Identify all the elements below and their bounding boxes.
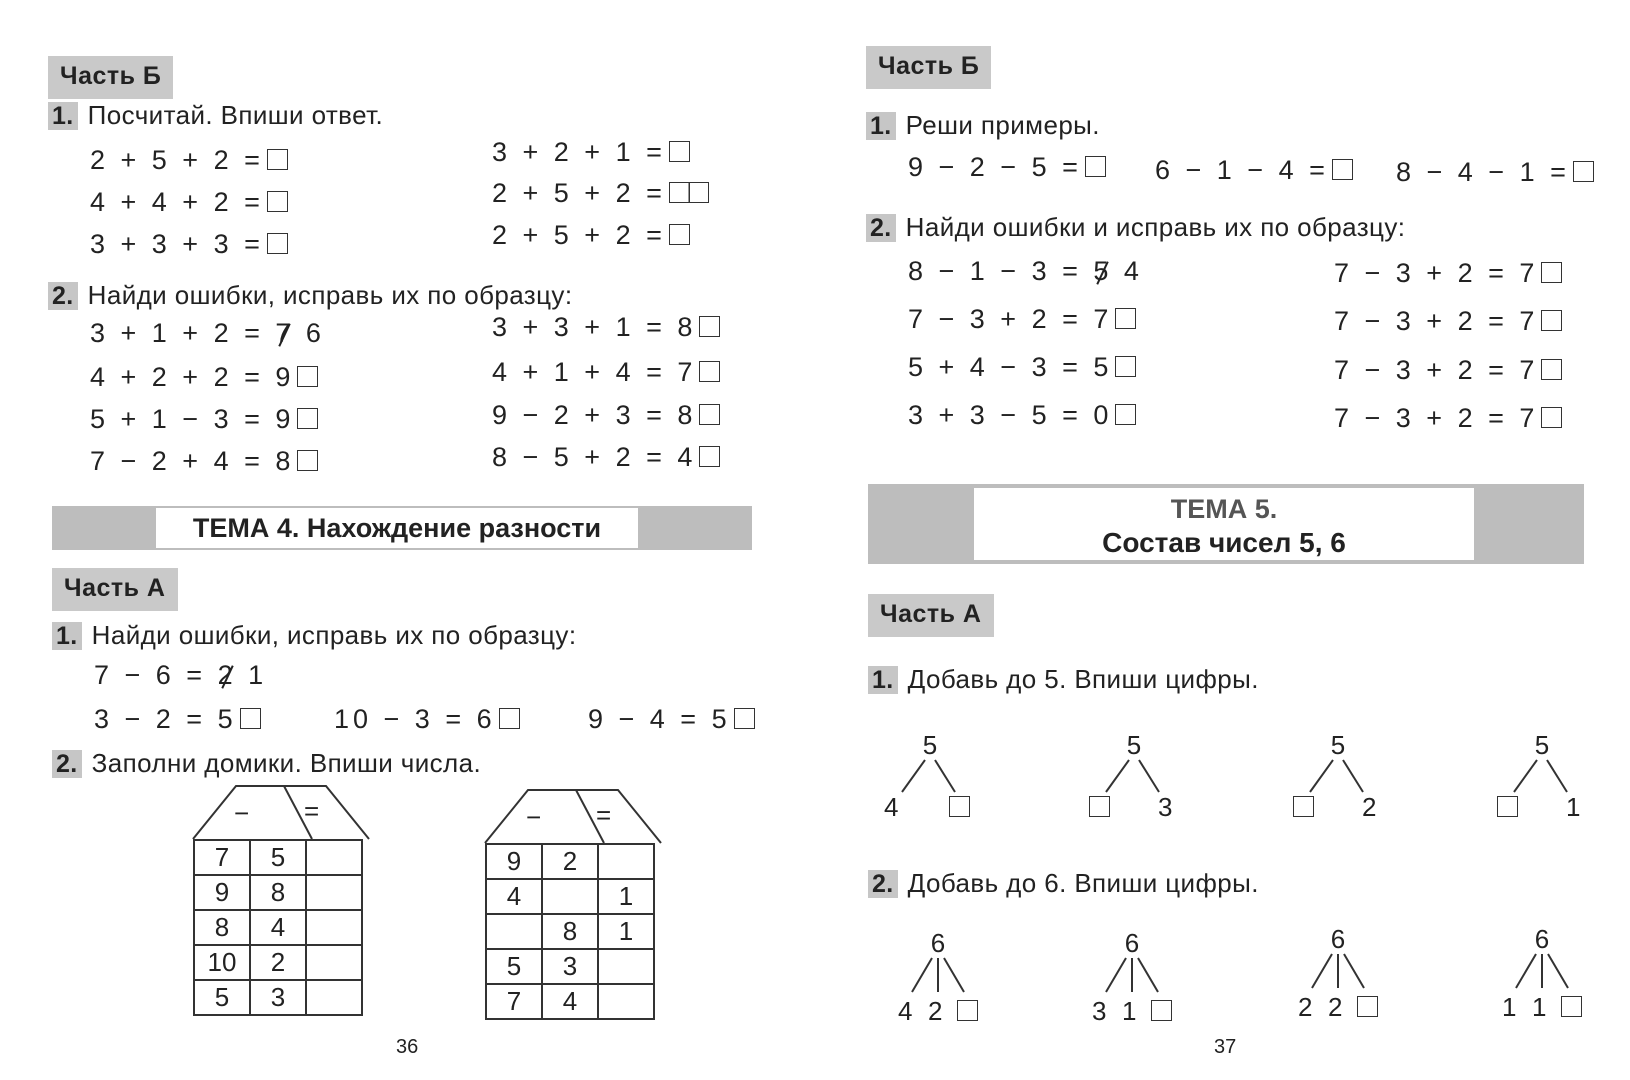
tree-top: 5	[1330, 730, 1346, 760]
right-a-task1	[868, 664, 1259, 695]
house-empty-cell[interactable]	[306, 980, 362, 1015]
tree-top: 6	[930, 928, 946, 958]
answer-box[interactable]	[949, 796, 970, 817]
answer-box[interactable]	[1541, 310, 1562, 331]
task-number: 1.	[52, 622, 82, 650]
tree-right: 3	[1158, 792, 1173, 822]
house-cell: 10	[194, 945, 250, 980]
right-part-b-label: Часть Б	[866, 46, 991, 89]
roof-minus-sign: −	[526, 802, 542, 832]
tree-branches	[1494, 952, 1604, 990]
house-empty-cell[interactable]	[598, 984, 654, 1019]
house-empty-cell[interactable]	[306, 945, 362, 980]
house-cell: 2	[542, 844, 598, 879]
answer-box-double[interactable]	[669, 182, 709, 203]
equation: 5 + 4 − 3 = 5	[908, 352, 1136, 383]
answer-box[interactable]	[699, 404, 720, 425]
equation: 8 − 4 − 1 =	[1396, 157, 1594, 188]
task-number: 1.	[48, 102, 78, 130]
left-part-a-label: Часть А	[52, 568, 178, 611]
theme4-band	[52, 506, 752, 550]
answer-box[interactable]	[1115, 404, 1136, 425]
number-tree-6	[890, 928, 1000, 1028]
roof-equals-sign: =	[596, 800, 612, 830]
house-cell: 4	[250, 910, 306, 945]
answer-box[interactable]	[1561, 996, 1582, 1017]
theme-title: Состав чисел 5, 6	[1102, 527, 1346, 558]
house-cell: 4	[542, 984, 598, 1019]
theme-title: Нахождение разности	[306, 513, 602, 543]
tree-branches	[880, 758, 980, 794]
equation: 3 + 2 + 1 =	[492, 137, 690, 168]
tree-top: 5	[1534, 730, 1550, 760]
equation: 8 − 5 + 2 = 4	[492, 442, 720, 473]
answer-box[interactable]	[1332, 159, 1353, 180]
sample-equation: 7 − 6 = 2 1	[94, 660, 268, 690]
house-cell: 8	[194, 910, 250, 945]
page-number-left: 36	[396, 1036, 419, 1058]
house-cell: 8	[542, 914, 598, 949]
tree-b: 1	[1532, 992, 1547, 1022]
house-cell: 5	[194, 980, 250, 1015]
answer-box[interactable]	[1541, 262, 1562, 283]
equation: 7 − 3 + 2 = 7	[908, 304, 1136, 335]
equation: 9 − 2 − 5 =	[908, 152, 1106, 183]
tree-top: 5	[922, 730, 938, 760]
tree-a: 4	[898, 996, 913, 1026]
answer-box[interactable]	[1357, 996, 1378, 1017]
house-empty-cell[interactable]	[306, 875, 362, 910]
equation: 9 − 4 = 5	[588, 704, 755, 735]
answer-box[interactable]	[267, 149, 288, 170]
tree-top: 6	[1124, 928, 1140, 958]
equation: 4 + 1 + 4 = 7	[492, 357, 720, 388]
house-empty-cell[interactable]	[306, 910, 362, 945]
house-cell: 1	[598, 914, 654, 949]
house-cell: 9	[486, 844, 542, 879]
corrected-answer: 6	[305, 318, 325, 348]
house-cell: 8	[250, 875, 306, 910]
answer-box[interactable]	[699, 316, 720, 337]
answer-box[interactable]	[1151, 1000, 1172, 1021]
theme5-title	[974, 488, 1474, 560]
house-cell: 7	[194, 840, 250, 875]
equation: 5 + 1 − 3 = 9	[90, 404, 318, 435]
right-a-task2	[868, 868, 1259, 899]
house-cell: 9	[194, 875, 250, 910]
equation: 6 − 1 − 4 =	[1155, 155, 1353, 186]
tree-top: 5	[1126, 730, 1142, 760]
corrected-answer: 4	[1123, 256, 1143, 286]
number-tree-5	[1288, 730, 1388, 820]
house-roof	[484, 788, 662, 844]
equation: 4 + 4 + 2 =	[90, 187, 288, 218]
answer-box[interactable]	[1089, 796, 1110, 817]
house-1	[192, 784, 370, 1024]
theme-label: ТЕМА 4.	[192, 513, 300, 543]
tree-branches	[1290, 952, 1400, 990]
number-tree-6	[1084, 928, 1194, 1028]
left-a-task1	[52, 620, 576, 651]
equation: 3 + 3 + 3 =	[90, 229, 288, 260]
task-number: 2.	[48, 282, 78, 310]
answer-box[interactable]	[1115, 356, 1136, 377]
tree-left: 4	[884, 792, 899, 822]
answer-box[interactable]	[1293, 796, 1314, 817]
house-cell: 4	[486, 879, 542, 914]
house-table	[485, 843, 655, 1020]
equation: 3 + 3 + 1 = 8	[492, 312, 720, 343]
tree-b: 2	[928, 996, 943, 1026]
equation: 10 − 3 = 6	[334, 704, 520, 735]
task-text: Найди ошибки и исправь их по образцу:	[905, 212, 1406, 242]
equation: 7 − 3 + 2 = 7	[1334, 306, 1562, 337]
answer-box[interactable]	[240, 708, 261, 729]
theme4-title	[156, 508, 638, 548]
house-cell: 5	[250, 840, 306, 875]
house-table	[193, 839, 363, 1016]
task-number: 1.	[868, 666, 898, 694]
answer-box[interactable]	[1541, 359, 1562, 380]
tree-branches	[890, 956, 1000, 994]
equation: 2 + 5 + 2 =	[492, 178, 709, 209]
theme-label: ТЕМА 5.	[1170, 494, 1278, 524]
sample-equation: 8 − 1 − 3 = 5 4	[908, 256, 1143, 286]
equation: 7 − 3 + 2 = 7	[1334, 258, 1562, 289]
right-b-task1	[866, 110, 1100, 141]
number-tree-6	[1494, 924, 1604, 1024]
task-text: Реши примеры.	[905, 110, 1100, 140]
house-empty-cell[interactable]	[486, 914, 542, 949]
right-b-task2	[866, 212, 1405, 243]
task-text: Посчитай. Впиши ответ.	[87, 100, 384, 130]
answer-box[interactable]	[1497, 796, 1518, 817]
tree-branches	[1084, 956, 1194, 994]
task-number: 2.	[868, 870, 898, 898]
answer-box[interactable]	[957, 1000, 978, 1021]
tree-right: 1	[1566, 792, 1581, 822]
left-part-b-label: Часть Б	[48, 56, 173, 99]
answer-box[interactable]	[267, 233, 288, 254]
house-empty-cell[interactable]	[542, 879, 598, 914]
number-tree-5	[880, 730, 980, 820]
tree-a: 1	[1502, 992, 1517, 1022]
house-cell: 7	[486, 984, 542, 1019]
equation: 7 − 2 + 4 = 8	[90, 446, 318, 477]
house-cell: 3	[542, 949, 598, 984]
equation: 2 + 5 + 2 =	[90, 145, 288, 176]
tree-branches	[1288, 758, 1388, 794]
answer-box[interactable]	[669, 141, 690, 162]
tree-b: 1	[1122, 996, 1137, 1026]
tree-top: 6	[1330, 924, 1346, 954]
answer-box[interactable]	[1115, 308, 1136, 329]
house-cell: 1	[598, 879, 654, 914]
answer-box[interactable]	[297, 366, 318, 387]
answer-box[interactable]	[669, 224, 690, 245]
house-empty-cell[interactable]	[598, 844, 654, 879]
equation: 4 + 2 + 2 = 9	[90, 362, 318, 393]
answer-box[interactable]	[1541, 407, 1562, 428]
house-cell: 3	[250, 980, 306, 1015]
answer-box[interactable]	[699, 446, 720, 467]
corrected-answer: 1	[248, 660, 268, 690]
left-b-task2	[48, 280, 572, 311]
answer-box[interactable]	[267, 191, 288, 212]
tree-a: 2	[1298, 992, 1313, 1022]
task-text: Добавь до 5. Впиши цифры.	[907, 664, 1259, 694]
task-text: Добавь до 6. Впиши цифры.	[907, 868, 1259, 898]
house-empty-cell[interactable]	[598, 949, 654, 984]
task-number: 1.	[866, 112, 896, 140]
house-cell: 2	[250, 945, 306, 980]
equation: 7 − 3 + 2 = 7	[1334, 403, 1562, 434]
wrong-answer: 5	[1093, 256, 1113, 286]
tree-a: 3	[1092, 996, 1107, 1026]
left-a-task2	[52, 748, 481, 779]
tree-right: 2	[1362, 792, 1377, 822]
task-number: 2.	[52, 750, 82, 778]
answer-box[interactable]	[734, 708, 755, 729]
equation: 7 − 3 + 2 = 7	[1334, 355, 1562, 386]
number-tree-6	[1290, 924, 1400, 1024]
equation: 2 + 5 + 2 =	[492, 220, 690, 251]
wrong-answer: 2	[217, 660, 237, 690]
number-tree-5	[1492, 730, 1592, 820]
page-number-right: 37	[1214, 1036, 1237, 1058]
equation: 3 + 3 − 5 = 0	[908, 400, 1136, 431]
tree-branches	[1492, 758, 1592, 794]
tree-b: 2	[1328, 992, 1343, 1022]
right-part-a-label: Часть А	[868, 594, 994, 637]
house-empty-cell[interactable]	[306, 840, 362, 875]
left-b-task1	[48, 100, 383, 131]
answer-box[interactable]	[297, 408, 318, 429]
task-number: 2.	[866, 214, 896, 242]
answer-box[interactable]	[499, 708, 520, 729]
number-tree-5	[1084, 730, 1184, 820]
equation: 3 − 2 = 5	[94, 704, 261, 735]
roof-equals-sign: =	[304, 796, 320, 826]
equation: 9 − 2 + 3 = 8	[492, 400, 720, 431]
task-text: Найди ошибки, исправь их по образцу:	[87, 280, 573, 310]
theme5-band	[868, 484, 1584, 564]
house-cell: 5	[486, 949, 542, 984]
tree-top: 6	[1534, 924, 1550, 954]
answer-box[interactable]	[1573, 161, 1594, 182]
house-2	[484, 788, 662, 1028]
tree-branches	[1084, 758, 1184, 794]
answer-box[interactable]	[1085, 156, 1106, 177]
roof-minus-sign: −	[234, 798, 250, 828]
task-text: Найди ошибки, исправь их по образцу:	[91, 620, 577, 650]
house-roof	[192, 784, 370, 840]
answer-box[interactable]	[297, 450, 318, 471]
sample-equation: 3 + 1 + 2 = 7 6	[90, 318, 325, 348]
task-text: Заполни домики. Впиши числа.	[91, 748, 482, 778]
wrong-answer: 7	[275, 318, 295, 348]
answer-box[interactable]	[699, 361, 720, 382]
